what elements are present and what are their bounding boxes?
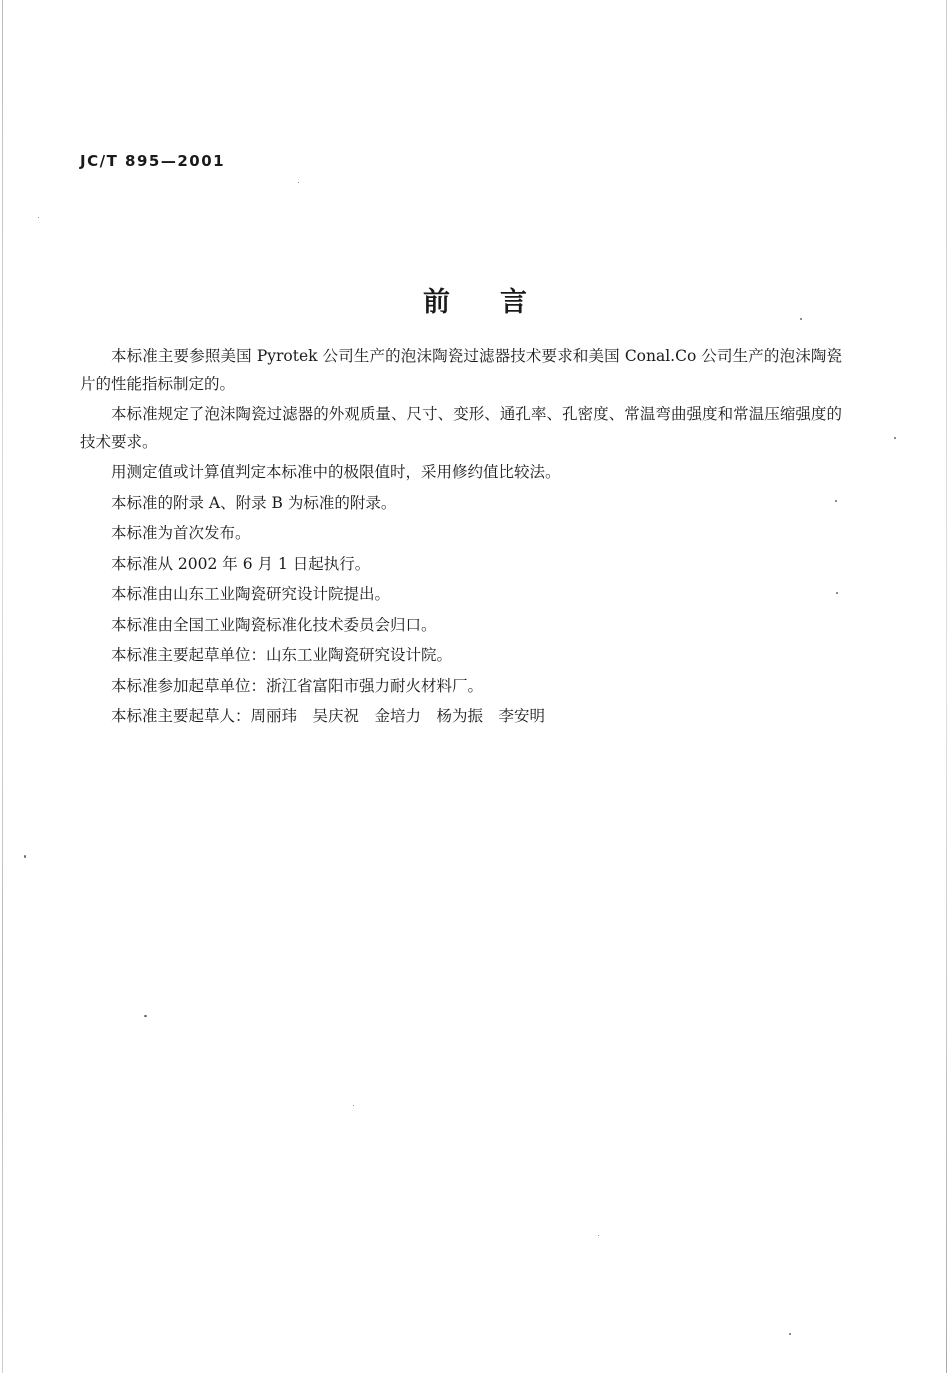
paragraph-main-drafter-org: 本标准主要起草单位：山东工业陶瓷研究设计院。 — [111, 646, 453, 664]
paragraph-effective-date: 本标准从 2002 年 6 月 1 日起执行。 — [111, 554, 371, 573]
document-code: JC/T 895—2001 — [80, 152, 226, 170]
paragraph-limit-values: 用测定值或计算值判定本标准中的极限值时，采用修约值比较法。 — [111, 463, 561, 481]
scan-speck — [353, 1105, 354, 1106]
page-title: 前言 — [423, 287, 577, 318]
paragraph-appendix: 本标准的附录 A、附录 B 为标准的附录。 — [111, 493, 397, 512]
paragraph-committee: 本标准由全国工业陶瓷标准化技术委员会归口。 — [111, 615, 437, 634]
scan-speck — [298, 182, 299, 183]
scan-speck — [894, 437, 896, 439]
paragraph-scope: 本标准规定了泡沫陶瓷过滤器的外观质量、尺寸、变形、通孔率、孔密度、常温弯曲强度和常温压缩强度的技术要求。 — [80, 405, 842, 451]
foreword-body — [80, 343, 842, 731]
paragraph-first-release: 本标准为首次发布。 — [111, 524, 251, 542]
scan-speck — [598, 1235, 599, 1236]
scan-edge-right — [946, 0, 947, 1373]
paragraph-drafters: 本标准主要起草人：周丽玮 吴庆祝 金培力 杨为振 李安明 — [111, 707, 546, 725]
scan-speck — [144, 1015, 147, 1017]
scan-edge-left — [2, 0, 3, 1373]
paragraph-proposer: 本标准由山东工业陶瓷研究设计院提出。 — [111, 585, 391, 603]
scan-speck — [24, 855, 26, 858]
scan-speck — [836, 592, 838, 594]
scan-speck — [800, 318, 802, 320]
scan-speck — [38, 217, 39, 218]
scan-speck — [835, 500, 837, 502]
paragraph-reference: 本标准主要参照美国 Pyrotek 公司生产的泡沫陶瓷过滤器技术要求和美国 Conal.Co 公司生产的泡沫陶瓷片的性能指标制定的。 — [80, 347, 842, 393]
scan-speck — [789, 1333, 791, 1335]
paragraph-participating-org: 本标准参加起草单位：浙江省富阳市强力耐火材料厂。 — [111, 676, 484, 695]
